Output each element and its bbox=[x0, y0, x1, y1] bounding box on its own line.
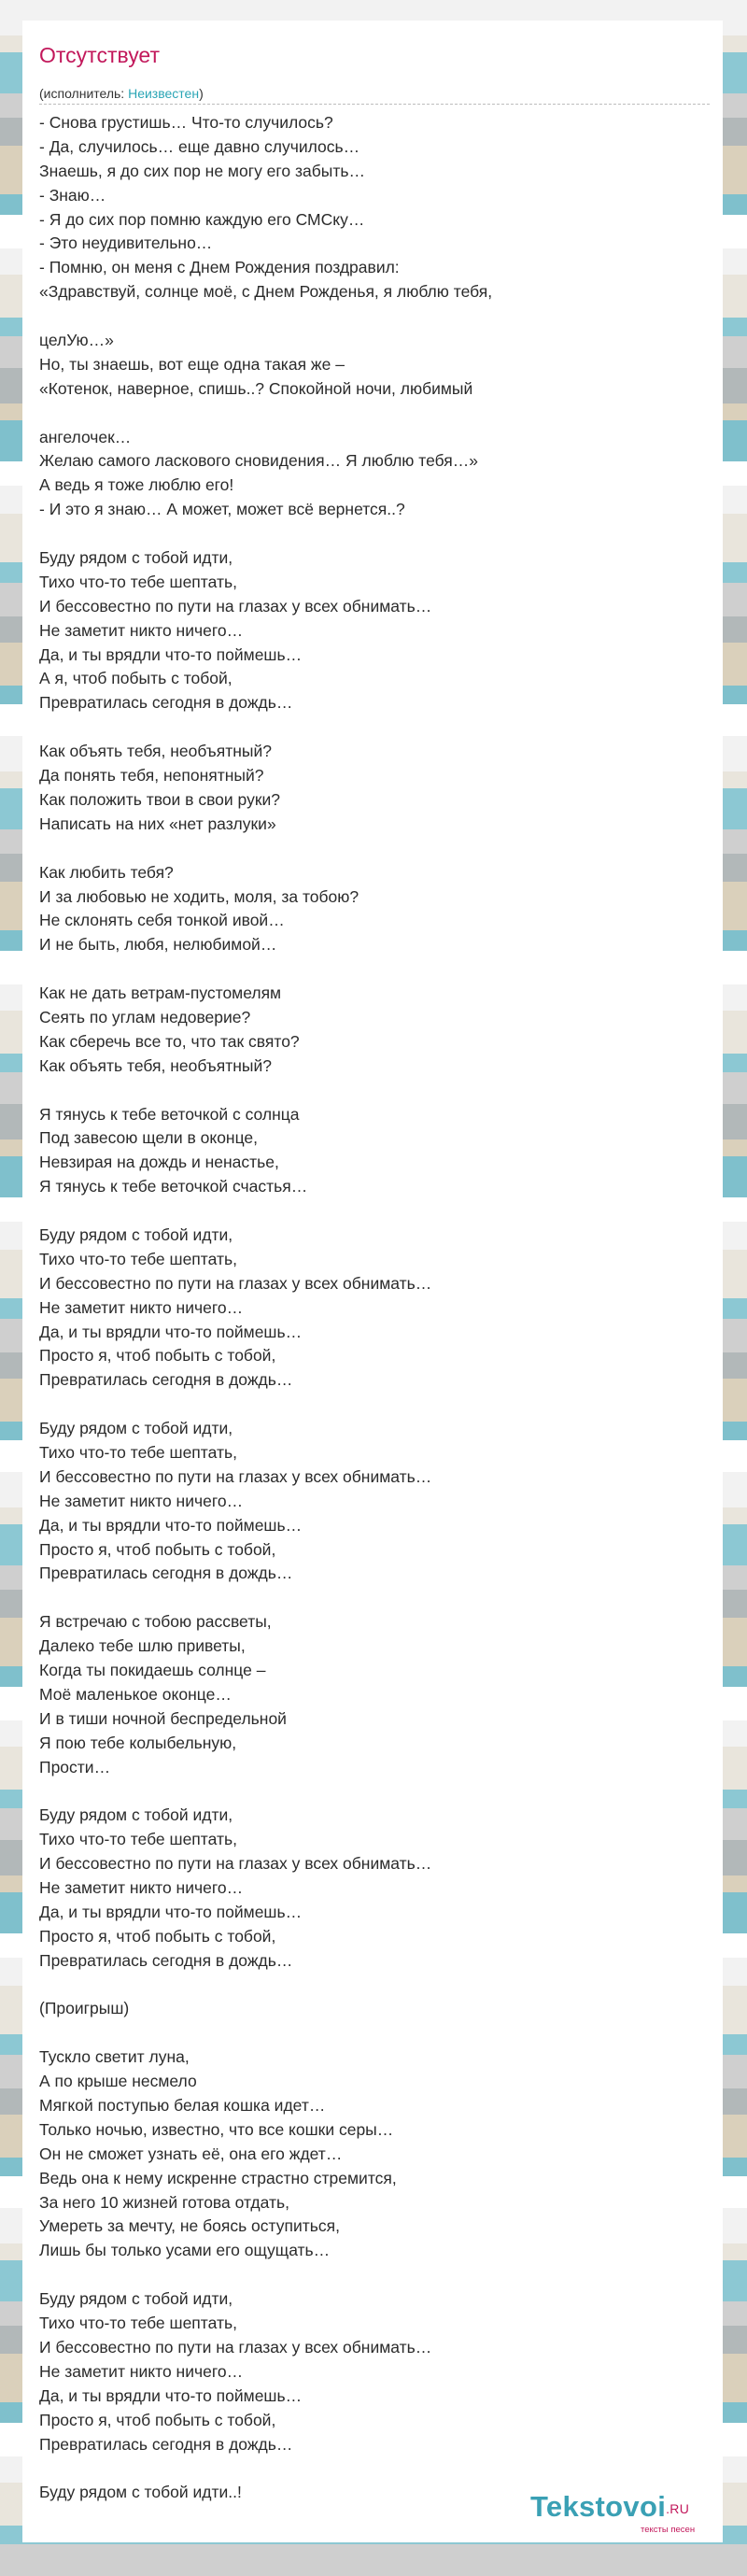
lyric-line: Тускло светит луна, bbox=[39, 2047, 190, 2067]
lyric-line: И за любовью не ходить, моля, за тобою? bbox=[39, 886, 359, 906]
title-divider bbox=[39, 104, 710, 105]
lyric-line: Я пою тебе колыбельную, bbox=[39, 1733, 237, 1752]
lyric-line: Тихо что-то тебе шептать, bbox=[39, 2314, 237, 2333]
artist-prefix: (исполнитель: bbox=[39, 86, 129, 101]
lyric-line bbox=[39, 2021, 712, 2045]
lyric-line: Как положить твои в свои руки? bbox=[39, 789, 281, 809]
lyric-line: целУю…» bbox=[39, 331, 114, 350]
lyrics-text bbox=[39, 111, 712, 2505]
lyric-line: И бессовестно по пути на глазах у всех обнимать… bbox=[39, 1854, 432, 1874]
lyric-line: Превратилась сегодня в дождь… bbox=[39, 2434, 293, 2454]
lyric-line: Ведь она к нему искренне страстно стремится, bbox=[39, 2168, 397, 2187]
lyric-line: Только ночью, известно, что все кошки серы… bbox=[39, 2119, 394, 2139]
lyric-line: А по крыше несмело bbox=[39, 2072, 197, 2091]
lyric-line bbox=[39, 1393, 712, 1417]
lyric-line: Под завесою щели в оконце, bbox=[39, 1128, 259, 1148]
lyric-line: (Проигрыш) bbox=[39, 1999, 130, 2018]
lyric-line: Да понять тебя, непонятный? bbox=[39, 766, 264, 786]
lyric-line: Да, и ты врядли что-то поймешь… bbox=[39, 644, 303, 664]
background-stripe bbox=[0, 2544, 747, 2576]
lyric-line: И в тиши ночной беспредельной bbox=[39, 1708, 287, 1728]
lyric-line: Он не сможет узнать её, она его ждет… bbox=[39, 2144, 343, 2163]
lyric-line: Не заметит никто ничего… bbox=[39, 2361, 244, 2381]
lyric-line: Мягкой поступью белая кошка идет… bbox=[39, 2096, 326, 2116]
lyric-line: Да, и ты врядли что-то поймешь… bbox=[39, 1322, 303, 1341]
lyric-line: И бессовестно по пути на глазах у всех обнимать… bbox=[39, 1466, 432, 1486]
lyric-line: Я тянусь к тебе веточкой счастья… bbox=[39, 1177, 308, 1196]
lyric-line: Превратилась сегодня в дождь… bbox=[39, 1950, 293, 1970]
lyric-line: И не быть, любя, нелюбимой… bbox=[39, 935, 277, 955]
lyric-line: Сеять по углам недоверие? bbox=[39, 1007, 251, 1026]
lyric-line bbox=[39, 1199, 712, 1224]
lyric-line: А я, чтоб побыть с тобой, bbox=[39, 669, 233, 688]
lyric-line bbox=[39, 1079, 712, 1103]
lyric-line: Как сберечь все то, что так свято? bbox=[39, 1031, 300, 1051]
lyric-line: Буду рядом с тобой идти, bbox=[39, 1224, 233, 1244]
artist-link[interactable]: Неизвестен bbox=[128, 86, 200, 101]
lyric-line: Буду рядом с тобой идти, bbox=[39, 2289, 233, 2309]
lyric-line: Умереть за мечту, не боясь оступиться, bbox=[39, 2216, 340, 2236]
artist-line bbox=[39, 86, 204, 101]
lyric-line: Я тянусь к тебе веточкой с солнца bbox=[39, 1104, 300, 1124]
lyric-line bbox=[39, 304, 712, 329]
lyric-line: Не заметит никто ничего… bbox=[39, 620, 244, 640]
lyric-line: - Это неудивительно… bbox=[39, 234, 213, 253]
lyric-line: Написать на них «нет разлуки» bbox=[39, 814, 276, 833]
lyric-line: Буду рядом с тобой идти..! bbox=[39, 2483, 242, 2502]
lyric-line bbox=[39, 402, 712, 426]
lyric-line: И бессовестно по пути на глазах у всех обнимать… bbox=[39, 596, 432, 616]
lyric-line: Да, и ты врядли что-то поймешь… bbox=[39, 2385, 303, 2405]
lyric-line: Тихо что-то тебе шептать, bbox=[39, 1442, 237, 1462]
lyric-line: - Да, случилось… еще давно случилось… bbox=[39, 136, 360, 156]
site-logo[interactable] bbox=[530, 2490, 736, 2537]
lyric-line: Прости… bbox=[39, 1757, 111, 1776]
lyric-line: - И это я знаю… А может, может всё вернется..? bbox=[39, 500, 405, 519]
lyric-line: Лишь бы только усами его ощущать… bbox=[39, 2241, 331, 2260]
lyric-line: Далеко тебе шлю приветы, bbox=[39, 1636, 246, 1656]
lyric-line bbox=[39, 1586, 712, 1610]
lyric-line: Превратилась сегодня в дождь… bbox=[39, 1564, 293, 1583]
lyric-line: - Знаю… bbox=[39, 185, 106, 205]
lyric-line: А ведь я тоже люблю его! bbox=[39, 475, 234, 495]
lyric-line: Когда ты покидаешь солнце – bbox=[39, 1661, 266, 1679]
lyric-line: Как не дать ветрам-пустомелям bbox=[39, 984, 282, 1003]
lyric-line bbox=[39, 1779, 712, 1804]
page-title: Отсутствует bbox=[39, 43, 160, 67]
lyric-line: «Котенок, наверное, спишь..? Спокойной ночи, любимый bbox=[39, 378, 473, 398]
lyric-line: Просто я, чтоб побыть с тобой, bbox=[39, 1346, 276, 1366]
lyric-line: Но, ты знаешь, вот еще одна такая же – bbox=[39, 354, 345, 374]
lyric-line bbox=[39, 1974, 712, 1998]
lyric-line bbox=[39, 522, 712, 546]
lyric-line: «Здравствуй, солнце моё, с Днем Рожденья, я люблю тебя, bbox=[39, 282, 493, 302]
lyrics-card bbox=[22, 21, 723, 2542]
lyric-line: И бессовестно по пути на глазах у всех обнимать… bbox=[39, 1273, 432, 1293]
lyric-line: Я встречаю с тобою рассветы, bbox=[39, 1612, 272, 1632]
lyric-line: Невзирая на дождь и ненастье, bbox=[39, 1153, 279, 1172]
lyric-line: Превратилась сегодня в дождь… bbox=[39, 1370, 293, 1390]
lyric-line: - Помню, он меня с Днем Рождения поздравил: bbox=[39, 258, 400, 277]
lyric-line: Не склонять себя тонкой ивой… bbox=[39, 911, 285, 930]
artist-suffix: ) bbox=[199, 86, 204, 101]
lyric-line: Как объять тебя, необъятный? bbox=[39, 742, 272, 761]
lyric-line: ангелочек… bbox=[39, 427, 132, 446]
lyric-line bbox=[39, 2456, 712, 2481]
lyric-line: Тихо что-то тебе шептать, bbox=[39, 572, 237, 591]
lyric-line bbox=[39, 957, 712, 982]
lyric-line: - Снова грустишь… Что-то случилось? bbox=[39, 113, 333, 132]
lyric-line bbox=[39, 2263, 712, 2287]
lyric-line: Не заметит никто ничего… bbox=[39, 1878, 244, 1898]
lyric-line: - Я до сих пор помню каждую его СМСку… bbox=[39, 209, 365, 229]
lyric-line: Тихо что-то тебе шептать, bbox=[39, 1830, 237, 1849]
lyric-line: Просто я, чтоб побыть с тобой, bbox=[39, 1926, 276, 1946]
lyric-line: Да, и ты врядли что-то поймешь… bbox=[39, 1515, 303, 1535]
lyric-line bbox=[39, 837, 712, 861]
lyric-line: Не заметит никто ничего… bbox=[39, 1491, 244, 1510]
lyric-line: Моё маленькое оконце… bbox=[39, 1684, 232, 1704]
lyric-line: Буду рядом с тобой идти, bbox=[39, 548, 233, 568]
lyric-line: Не заметит никто ничего… bbox=[39, 1297, 244, 1317]
lyric-line: Превратилась сегодня в дождь… bbox=[39, 693, 293, 713]
lyric-line: За него 10 жизней готова отдать, bbox=[39, 2192, 289, 2212]
lyric-line: Просто я, чтоб побыть с тобой, bbox=[39, 1539, 276, 1559]
logo-wordmark: Tekstovoi.RU bbox=[530, 2490, 690, 2523]
lyric-line: Желаю самого ласкового сновидения… Я люблю тебя…» bbox=[39, 451, 478, 471]
lyric-line: Знаешь, я до сих пор не могу его забыть… bbox=[39, 161, 366, 180]
lyric-line: Да, и ты врядли что-то поймешь… bbox=[39, 1902, 303, 1921]
lyric-line: Буду рядом с тобой идти, bbox=[39, 1805, 233, 1825]
lyric-line: Как любить тебя? bbox=[39, 862, 174, 882]
lyric-line: Буду рядом с тобой идти, bbox=[39, 1419, 233, 1438]
lyric-line: Как объять тебя, необъятный? bbox=[39, 1055, 272, 1075]
logo-tagline: тексты песен bbox=[641, 2525, 696, 2535]
lyric-line: И бессовестно по пути на глазах у всех обнимать… bbox=[39, 2337, 432, 2357]
lyric-line: Тихо что-то тебе шептать, bbox=[39, 1249, 237, 1268]
lyric-line: Просто я, чтоб побыть с тобой, bbox=[39, 2410, 276, 2429]
lyric-line bbox=[39, 715, 712, 740]
